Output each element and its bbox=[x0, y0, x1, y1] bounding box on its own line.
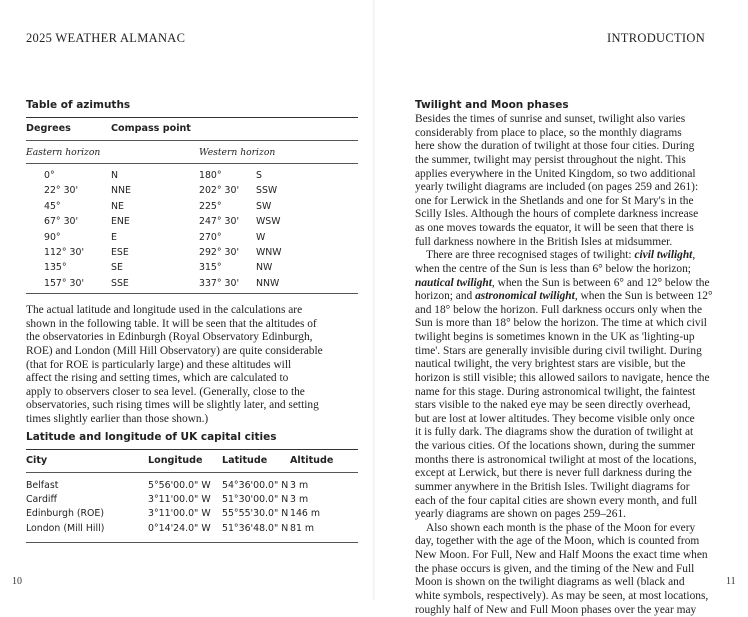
azimuth-cell-e-deg: 0° bbox=[44, 170, 55, 181]
capitals-cell-lat: 54°36'00.0" N bbox=[222, 480, 288, 491]
azimuth-cell-e-deg: 90° bbox=[44, 232, 61, 243]
azimuth-cell-w-deg: 337° 30' bbox=[199, 278, 239, 289]
text-run: horizon; and bbox=[415, 290, 475, 302]
twilight-line: nautical twilight, the very brightest stars are visible, but the bbox=[415, 358, 713, 372]
azimuth-cell-w-pt: WNW bbox=[256, 247, 282, 258]
azimuth-header-rule bbox=[26, 140, 358, 141]
text-run: , when the Sun is between 6° and 12° below the bbox=[492, 277, 710, 289]
twilight-line: it is fully dark. The diagrams show the duration of twilight at bbox=[415, 426, 713, 440]
western-horizon-label: Western horizon bbox=[199, 147, 275, 158]
capitals-table-bottom-rule bbox=[26, 542, 358, 543]
azimuth-cell-e-pt: ESE bbox=[111, 247, 129, 258]
twilight-heading: Twilight and Moon phases bbox=[415, 99, 569, 111]
capitals-cell-city: Belfast bbox=[26, 480, 58, 491]
capitals-cell-alt: 3 m bbox=[290, 494, 308, 505]
paragraph-line: affect the rising and setting times, which are calculated to bbox=[26, 372, 323, 386]
capitals-header-rule bbox=[26, 472, 358, 473]
azimuth-cell-w-pt: NNW bbox=[256, 278, 279, 289]
twilight-line: horizon is still visible; this allowed sailors to navigate, hence the bbox=[415, 372, 713, 386]
azimuth-cell-w-deg: 315° bbox=[199, 262, 222, 273]
twilight-line: as one moves towards the equator, it will be seen that there is bbox=[415, 222, 713, 236]
capitals-cell-city: Cardiff bbox=[26, 494, 57, 505]
twilight-paragraph-1 bbox=[415, 113, 713, 249]
azimuth-cell-e-deg: 135° bbox=[44, 262, 67, 273]
term-astronomical-twilight: astronomical twilight bbox=[475, 290, 575, 302]
term-nautical-twilight: nautical twilight bbox=[415, 277, 492, 289]
capitals-cell-lon: 0°14'24.0" W bbox=[148, 523, 211, 534]
capitals-col-altitude: Altitude bbox=[290, 455, 333, 466]
twilight-line: yearly diagrams are shown on pages 259–261. bbox=[415, 508, 713, 522]
capitals-col-longitude: Longitude bbox=[148, 455, 202, 466]
azimuth-cell-w-deg: 270° bbox=[199, 232, 222, 243]
capitals-cell-alt: 3 m bbox=[290, 480, 308, 491]
paragraph-line: observatories, such rising times will be slightly later, and setting bbox=[26, 399, 323, 413]
twilight-line: name for this stage. During astronomical twilight, the faintest bbox=[415, 386, 713, 400]
azimuth-table-top-rule bbox=[26, 117, 358, 118]
capitals-cell-lon: 3°11'00.0" W bbox=[148, 494, 211, 505]
azimuth-subheader-rule bbox=[26, 163, 358, 164]
eastern-horizon-label: Eastern horizon bbox=[26, 147, 100, 158]
azimuth-table-bottom-rule bbox=[26, 293, 358, 294]
capitals-cell-lat: 51°36'48.0" N bbox=[222, 523, 288, 534]
term-civil-twilight: civil twilight bbox=[634, 249, 692, 261]
twilight-line: Moon is shown on the twilight diagrams as well (black and bbox=[415, 576, 713, 590]
twilight-line: stars visible to the naked eye may be seen directly overhead, bbox=[415, 399, 713, 413]
paragraph-line: shown in the following table. It will be seen that the altitudes of bbox=[26, 318, 323, 332]
page-number-left: 10 bbox=[12, 576, 22, 587]
text-run: , bbox=[692, 249, 695, 261]
azimuth-cell-w-pt: SSW bbox=[256, 185, 277, 196]
azimuth-col-compass: Compass point bbox=[111, 123, 191, 134]
twilight-line: time'. Stars are generally invisible during civil twilight. During bbox=[415, 345, 713, 359]
twilight-line: the phase occurs is given, and the timing of the New and Full bbox=[415, 563, 713, 577]
page-number-right: 11 bbox=[726, 576, 736, 587]
twilight-line: and 18° below the horizon. Full darkness occurs only when the bbox=[415, 304, 713, 318]
azimuth-cell-e-pt: NE bbox=[111, 201, 124, 212]
azimuth-cell-e-pt: NNE bbox=[111, 185, 131, 196]
twilight-line: each of the four capital cities are shown every month, and full bbox=[415, 495, 713, 509]
capitals-cell-city: Edinburgh (ROE) bbox=[26, 508, 104, 519]
capitals-col-city: City bbox=[26, 455, 47, 466]
twilight-line: except at Lerwick, but there is never full darkness during the bbox=[415, 467, 713, 481]
paragraph-line: (that for ROE is particularly large) and these altitudes will bbox=[26, 359, 323, 373]
azimuth-cell-w-pt: WSW bbox=[256, 216, 281, 227]
azimuth-cell-w-pt: S bbox=[256, 170, 262, 181]
twilight-line: considerably from place to place, so the monthly diagrams bbox=[415, 127, 713, 141]
azimuth-cell-w-pt: W bbox=[256, 232, 265, 243]
paragraph-line: the observatories in Edinburgh (Royal Observatory Edinburgh, bbox=[26, 331, 323, 345]
azimuth-table-title: Table of azimuths bbox=[26, 99, 130, 111]
coordinates-intro-paragraph bbox=[26, 304, 323, 427]
azimuth-cell-w-pt: SW bbox=[256, 201, 271, 212]
twilight-line: applies everywhere in the United Kingdom, so two additional bbox=[415, 168, 713, 182]
azimuth-cell-e-pt: N bbox=[111, 170, 118, 181]
azimuth-cell-w-deg: 247° 30' bbox=[199, 216, 239, 227]
twilight-line: full darkness nowhere in the British Isles at midsummer. bbox=[415, 236, 713, 250]
twilight-line: the summer, twilight may persist throughout the night. This bbox=[415, 154, 713, 168]
twilight-line: roughly half of New and Full Moon phases over the year may bbox=[415, 604, 713, 617]
azimuth-col-degrees: Degrees bbox=[26, 123, 71, 134]
running-header-left: 2025 WEATHER ALMANAC bbox=[26, 31, 185, 46]
capitals-cell-lon: 3°11'00.0" W bbox=[148, 508, 211, 519]
twilight-line: summer anywhere in the British Isles. Twilight diagrams for bbox=[415, 481, 713, 495]
paragraph-line: apply to observers closer to sea level. (Generally, close to the bbox=[26, 386, 323, 400]
twilight-line: here show the duration of twilight at those four cities. During bbox=[415, 140, 713, 154]
azimuth-cell-e-deg: 112° 30' bbox=[44, 247, 84, 258]
twilight-line: day, together with the age of the Moon, which is counted from bbox=[415, 535, 713, 549]
paragraph-line: times slightly earlier than those shown.) bbox=[26, 413, 323, 427]
capitals-cell-lat: 51°30'00.0" N bbox=[222, 494, 288, 505]
capitals-cell-lon: 5°56'00.0" W bbox=[148, 480, 211, 491]
twilight-line-12: when the centre of the Sun is less than 6° below the horizon; bbox=[415, 263, 713, 277]
capitals-table-top-rule bbox=[26, 449, 358, 450]
azimuth-cell-e-pt: SSE bbox=[111, 278, 129, 289]
twilight-line: New Moon. For Full, New and Half Moons the exact time when bbox=[415, 549, 713, 563]
azimuth-cell-e-deg: 157° 30' bbox=[44, 278, 84, 289]
azimuth-cell-e-deg: 22° 30' bbox=[44, 185, 78, 196]
page-gutter bbox=[373, 0, 375, 600]
capitals-cell-city: London (Mill Hill) bbox=[26, 523, 104, 534]
azimuth-cell-e-pt: SE bbox=[111, 262, 123, 273]
twilight-paragraph-2 bbox=[415, 304, 713, 617]
text-run: There are three recognised stages of twilight: bbox=[426, 249, 634, 261]
paragraph-line: The actual latitude and longitude used in the calculations are bbox=[26, 304, 323, 318]
azimuth-cell-e-pt: E bbox=[111, 232, 117, 243]
azimuth-cell-w-deg: 180° bbox=[199, 170, 222, 181]
twilight-line: Scilly Isles. Although the hours of complete darkness increase bbox=[415, 208, 713, 222]
text-run: , when the Sun is between 12° bbox=[575, 290, 713, 302]
capitals-cell-lat: 55°55'30.0" N bbox=[222, 508, 288, 519]
azimuth-cell-e-deg: 67° 30' bbox=[44, 216, 78, 227]
capitals-cell-alt: 146 m bbox=[290, 508, 320, 519]
azimuth-cell-e-pt: ENE bbox=[111, 216, 130, 227]
twilight-line: the various cities. Of the locations shown, during the summer bbox=[415, 440, 713, 454]
twilight-line: Besides the times of sunrise and sunset, twilight also varies bbox=[415, 113, 713, 127]
twilight-body bbox=[415, 113, 713, 617]
capitals-table-title: Latitude and longitude of UK capital cities bbox=[26, 431, 276, 443]
paragraph-line: ROE) and London (Mill Hill Observatory) are quite considerable bbox=[26, 345, 323, 359]
twilight-line-11 bbox=[415, 249, 713, 263]
azimuth-cell-w-deg: 202° 30' bbox=[199, 185, 239, 196]
twilight-line: months there is astronomical twilight at most of the locations, bbox=[415, 454, 713, 468]
azimuth-cell-w-deg: 292° 30' bbox=[199, 247, 239, 258]
capitals-col-latitude: Latitude bbox=[222, 455, 267, 466]
running-header-right: INTRODUCTION bbox=[607, 31, 705, 46]
twilight-line-13 bbox=[415, 277, 713, 291]
capitals-cell-alt: 81 m bbox=[290, 523, 314, 534]
twilight-line: one for Lerwick in the Shetlands and one for St Mary's in the bbox=[415, 195, 713, 209]
twilight-line: but are lost at lower altitudes. They become visible only once bbox=[415, 413, 713, 427]
azimuth-cell-e-deg: 45° bbox=[44, 201, 61, 212]
azimuth-cell-w-pt: NW bbox=[256, 262, 272, 273]
twilight-line: Also shown each month is the phase of the Moon for every bbox=[415, 522, 713, 536]
azimuth-cell-w-deg: 225° bbox=[199, 201, 222, 212]
twilight-line: twilight begins is sometimes known in the UK as 'lighting-up bbox=[415, 331, 713, 345]
twilight-line: yearly twilight diagrams are included (on pages 259 and 261): bbox=[415, 181, 713, 195]
twilight-line: Sun is more than 18° below the horizon. The time at which civil bbox=[415, 317, 713, 331]
twilight-line-14 bbox=[415, 290, 713, 304]
twilight-line: white symbols, respectively). As may be seen, at most locations, bbox=[415, 590, 713, 604]
